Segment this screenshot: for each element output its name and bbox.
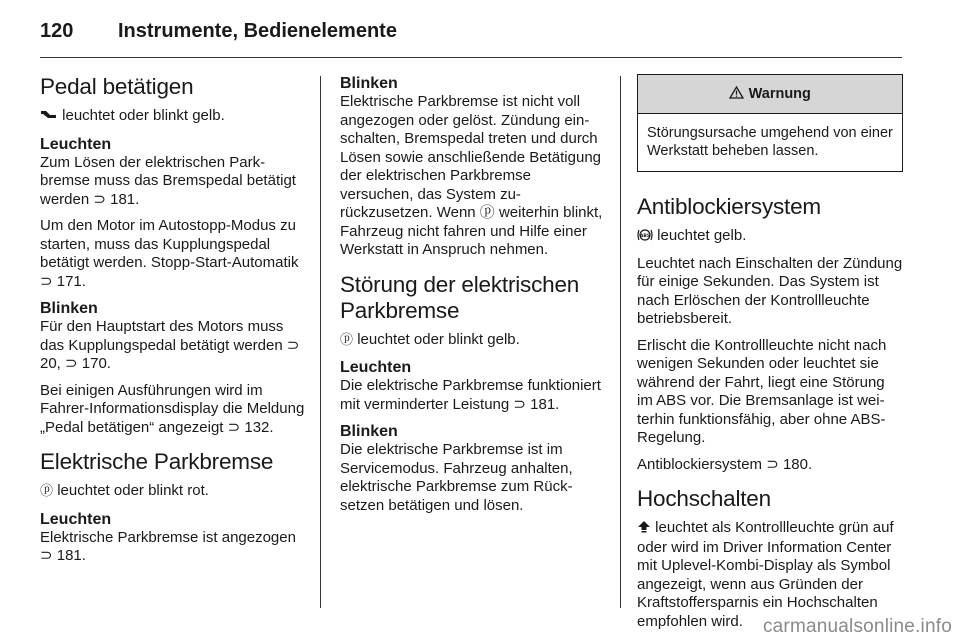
subheading-blinken: Blinken bbox=[40, 300, 98, 317]
paragraph: Für den Hauptstart des Motors muss das Kupplungspedal betätigt werden ⊃ 20, ⊃ 170. bbox=[40, 318, 300, 372]
subheading-leuchten: Leuchten bbox=[340, 359, 412, 376]
upshift-intro bbox=[637, 519, 903, 631]
running-title: Instrumente, Bedienelemente bbox=[118, 20, 397, 42]
epb-intro-text: leuchtet oder blinkt rot. bbox=[57, 482, 209, 499]
column-middle bbox=[340, 74, 604, 527]
header-rule bbox=[40, 57, 902, 58]
warning-box bbox=[637, 74, 903, 172]
page-number: 120 bbox=[40, 20, 74, 42]
section-pedal bbox=[40, 74, 306, 437]
warning-header bbox=[638, 75, 902, 114]
paragraph: Bei einigen Ausführungen wird im Fahrer-Informationsdisplay die Meldung „Pedal betätigen“ angezeigt ⊃ 132. bbox=[40, 381, 305, 436]
heading-epb-fault: Störung der elektrischen Parkbremse bbox=[340, 271, 580, 323]
paragraph: Die elektrische Parkbremse ist im Servicemodus. Fahrzeug anhalten, elektrische Parkbremse zum Rücksetzen betätigen und lösen. bbox=[340, 441, 573, 514]
section-epb bbox=[40, 449, 306, 566]
column-right bbox=[637, 74, 903, 643]
paragraph: Elektrische Parkbremse ist angezogen ⊃ 181. bbox=[40, 528, 296, 564]
paragraph: Erlischt die Kontrollleuchte nicht nach wenigen Sekunden oder leuchtet sie während der Fahrt, liegt eine Störung im ABS vor. Die Bremsanlage ist weiterhin funktionsfähig, aber ohne ABS-Regelung. bbox=[637, 336, 887, 446]
svg-text:ABS: ABS bbox=[639, 234, 651, 239]
watermark: carmanualsonline.info bbox=[762, 616, 952, 637]
section-epb-blinken bbox=[340, 74, 604, 260]
upshift-arrow-icon bbox=[637, 521, 655, 536]
pedal-intro-text: leuchtet oder blinkt gelb. bbox=[62, 107, 225, 124]
warning-text: Störungsursache umgehend von einer Werkstatt beheben lassen. bbox=[647, 125, 893, 159]
abs-icon bbox=[637, 229, 657, 244]
warning-label: Warnung bbox=[748, 86, 811, 102]
abs-intro bbox=[637, 227, 903, 247]
abs-intro-text: leuchtet gelb. bbox=[657, 227, 747, 244]
paragraph: Elektrische Parkbremse ist nicht voll angezogen oder gelöst. Zündung einschalten, Bremspedal treten und durch Lösen sowie anschließende Betätigung der elektrischen Parkbremse versuchen, das System zurückzusetzen. Wenn ⓟ weiterhin blinkt, Fahrzeug nicht fahren und Hilfe einer Werkstatt in Anspruch nehmen. bbox=[340, 93, 603, 258]
parking-brake-icon: ⓟ bbox=[40, 484, 54, 499]
column-divider bbox=[320, 76, 321, 608]
warning-triangle-icon bbox=[729, 87, 749, 102]
subheading-leuchten: Leuchten bbox=[40, 135, 112, 153]
section-abs bbox=[637, 194, 903, 474]
epb-intro bbox=[40, 482, 306, 502]
subheading-blinken: Blinken bbox=[340, 75, 398, 92]
subheading-leuchten: Leuchten bbox=[40, 510, 112, 528]
paragraph: Zum Lösen der elektrischen Parkbremse muss das Bremspedal betätigt werden ⊃ 181. bbox=[40, 153, 296, 208]
paragraph: Antiblockiersystem ⊃ 180. bbox=[637, 455, 813, 473]
heading-upshift: Hochschalten bbox=[637, 486, 771, 511]
parking-brake-fault-icon: ⓟ bbox=[340, 332, 354, 348]
heading-abs: Antiblockiersystem bbox=[637, 194, 821, 219]
heading-pedal: Pedal betätigen bbox=[40, 74, 194, 99]
paragraph: Um den Motor im Autostopp-Modus zu starten, muss das Kupplungspedal betätigt werden. Stopp-Start-Automatik ⊃ 171. bbox=[40, 217, 299, 290]
section-epb-fault bbox=[340, 272, 604, 516]
upshift-intro-text: leuchtet als Kontrollleuchte grün auf oder wird im Driver Information Center mit Uplevel-Kombi-Display als Symbol angezeigt, wenn aus Gründen der Kraftstoffersparnis ein Hochschalten empfohlen wird. bbox=[637, 519, 894, 630]
paragraph: Die elektrische Parkbremse funktioniert mit verminderter Leistung ⊃ 181. bbox=[340, 377, 601, 413]
foot-pedal-icon bbox=[40, 109, 62, 124]
section-upshift bbox=[637, 486, 903, 631]
heading-epb: Elektrische Parkbremse bbox=[40, 449, 274, 474]
paragraph: Leuchtet nach Einschalten der Zündung für einige Sekunden. Das System ist nach Erlöschen der Kontrollleuchte betriebsbereit. bbox=[637, 254, 903, 327]
subheading-blinken: Blinken bbox=[340, 423, 398, 440]
column-left bbox=[40, 74, 306, 578]
pedal-intro bbox=[40, 107, 306, 127]
column-divider bbox=[620, 76, 621, 608]
fault-intro-text: leuchtet oder blinkt gelb. bbox=[357, 330, 520, 348]
page-header bbox=[40, 18, 902, 56]
fault-intro bbox=[340, 331, 604, 351]
